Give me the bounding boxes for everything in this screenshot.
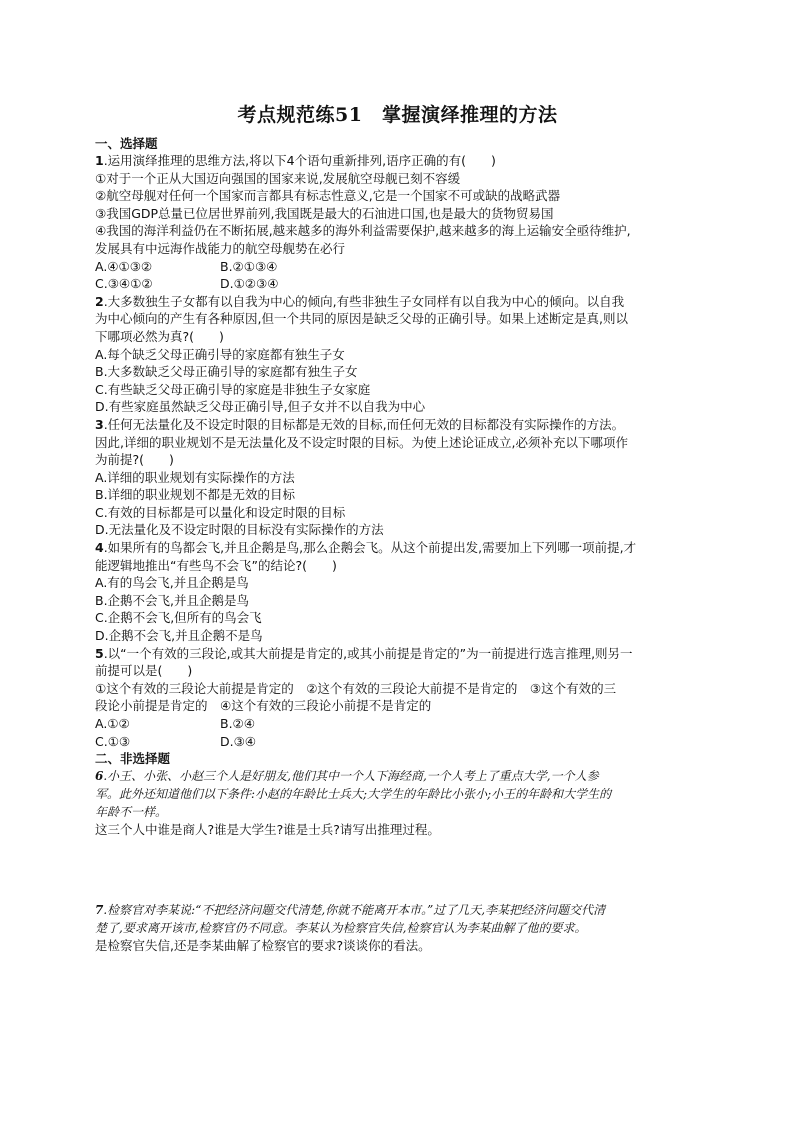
- question-stem: 能逻辑地推出“有些鸟不会飞”的结论?( ): [95, 557, 337, 573]
- option-b: B.企鹅不会飞,并且企鹅是鸟: [95, 592, 250, 608]
- statement: ②航空母舰对任何一个国家而言都具有标志性意义,它是一个国家不可或缺的战略武器: [95, 188, 561, 204]
- statement: ③我国GDP总量已位居世界前列,我国既是最大的石油进口国,也是最大的货物贸易国: [95, 205, 554, 221]
- statement: ④我国的海洋利益仍在不断拓展,越来越多的海外利益需要保护,越来越多的海上运输安全亟待维护,: [95, 223, 631, 239]
- question-number: 7: [95, 902, 104, 917]
- option-d: D.有些家庭虽然缺乏父母正确引导,但子女并不以自我为中心: [95, 399, 426, 415]
- question-stem: 为前提?( ): [95, 452, 174, 468]
- answer-space: [95, 839, 700, 867]
- option-b: B.②④: [220, 716, 255, 731]
- question-stem: 因此,详细的职业规划不是无法量化及不设定时限的目标。为使上述论证成立,必须补充以下哪项作: [95, 434, 628, 450]
- question-stem: .小王、小张、小赵三个人是好朋友,他们其中一个人下海经商,一个人考上了重点大学,一个人参: [103, 769, 599, 784]
- question-stem: 军。此外还知道他们以下条件:小赵的年龄比士兵大;大学生的年龄比小张小;小王的年龄和大学生的: [95, 787, 612, 802]
- option-a: A.①②: [95, 716, 130, 731]
- question-number: 3: [95, 416, 104, 432]
- question-stem: .如果所有的鸟都会飞,并且企鹅是鸟,那么企鹅会飞。从这个前提出发,需要加上下列哪一项前提,才: [103, 540, 637, 556]
- option-c: C.③④①②: [95, 276, 153, 292]
- question-1: [95, 152, 700, 293]
- option-a: A.详细的职业规划有实际操作的方法: [95, 469, 295, 485]
- section-heading-choice: 一、选择题: [95, 136, 158, 151]
- statement: 段论小前提是肯定的 ④这个有效的三段论小前提不是肯定的: [95, 698, 432, 714]
- question-number: 4: [95, 540, 104, 556]
- question-stem: .运用演绎推理的思维方法,将以下4个语句重新排列,语序正确的有( ): [103, 153, 496, 168]
- option-c: C.企鹅不会飞,但所有的鸟会飞: [95, 610, 262, 626]
- question-number: 5: [95, 645, 104, 661]
- statement: ①对于一个正从大国迈向强国的国家来说,发展航空母舰已刻不容缓: [95, 170, 461, 186]
- option-a: A.有的鸟会飞,并且企鹅是鸟: [95, 575, 249, 591]
- question-stem: .任何无法量化及不设定时限的目标都是无效的目标,而任何无效的目标都没有实际操作的方法。: [103, 416, 625, 432]
- question-prompt: 这三个人中谁是商人?谁是大学生?谁是士兵?请写出推理过程。: [95, 822, 440, 838]
- option-d: D.③④: [220, 733, 257, 749]
- option-d: D.企鹅不会飞,并且企鹅不是鸟: [95, 628, 263, 644]
- question-stem: 下哪项必然为真?( ): [95, 328, 224, 344]
- question-number: 2: [95, 293, 104, 309]
- question-number: 6: [95, 769, 104, 784]
- question-stem: .大多数独生子女都有以自我为中心的倾向,有些非独生子女同样有以自我为中心的倾向。以自我: [103, 293, 625, 309]
- answer-space: [95, 867, 700, 901]
- question-stem: 为中心倾向的产生有各种原因,但一个共同的原因是缺乏父母的正确引导。如果上述断定是真,则以: [95, 311, 628, 327]
- statement: 发展具有中远海作战能力的航空母舰势在必行: [95, 240, 346, 256]
- option-c: C.①③: [95, 733, 131, 749]
- page-title: 考点规范练51 掌握演绎推理的方法: [237, 104, 558, 126]
- option-a: A.每个缺乏父母正确引导的家庭都有独生子女: [95, 346, 345, 362]
- question-7: [95, 901, 700, 955]
- statement: ①这个有效的三段论大前提是肯定的 ②这个有效的三段论大前提不是肯定的 ③这个有效的三: [95, 680, 617, 696]
- option-b: B.②①③④: [220, 258, 278, 274]
- option-d: D.无法量化及不设定时限的目标没有实际操作的方法: [95, 522, 384, 538]
- option-b: B.详细的职业规划不都是无效的目标: [95, 487, 296, 503]
- option-a: A.④①③②: [95, 258, 153, 274]
- question-3: [95, 416, 700, 539]
- option-c: C.有些缺乏父母正确引导的家庭是非独生子女家庭: [95, 381, 371, 397]
- question-stem: .检察官对李某说:“不把经济问题交代清楚,你就不能离开本市。”过了几天,李某把经济问题交代清: [103, 902, 606, 917]
- question-stem: 前提可以是( ): [95, 663, 193, 679]
- question-stem: .以“一个有效的三段论,或其大前提是肯定的,或其小前提是肯定的”为一前提进行选言推理,则另一: [103, 645, 633, 661]
- question-5: [95, 645, 700, 751]
- question-4: [95, 539, 700, 645]
- section-heading-non-choice: 二、非选择题: [95, 751, 171, 767]
- option-c: C.有效的目标都是可以量化和设定时限的目标: [95, 504, 346, 520]
- question-stem: 年龄不一样。: [95, 805, 168, 820]
- question-6: [95, 767, 700, 839]
- option-d: D.①②③④: [220, 276, 279, 292]
- worksheet: [95, 100, 700, 954]
- option-b: B.大多数缺乏父母正确引导的家庭都有独生子女: [95, 364, 358, 380]
- question-number: 1: [95, 153, 104, 168]
- question-2: [95, 293, 700, 416]
- question-prompt: 是检察官失信,还是李某曲解了检察官的要求?谈谈你的看法。: [95, 937, 431, 953]
- question-stem: 楚了,要求离开该市,检察官仍不同意。李某认为检察官失信,检察官认为李某曲解了他的要求。: [95, 920, 587, 935]
